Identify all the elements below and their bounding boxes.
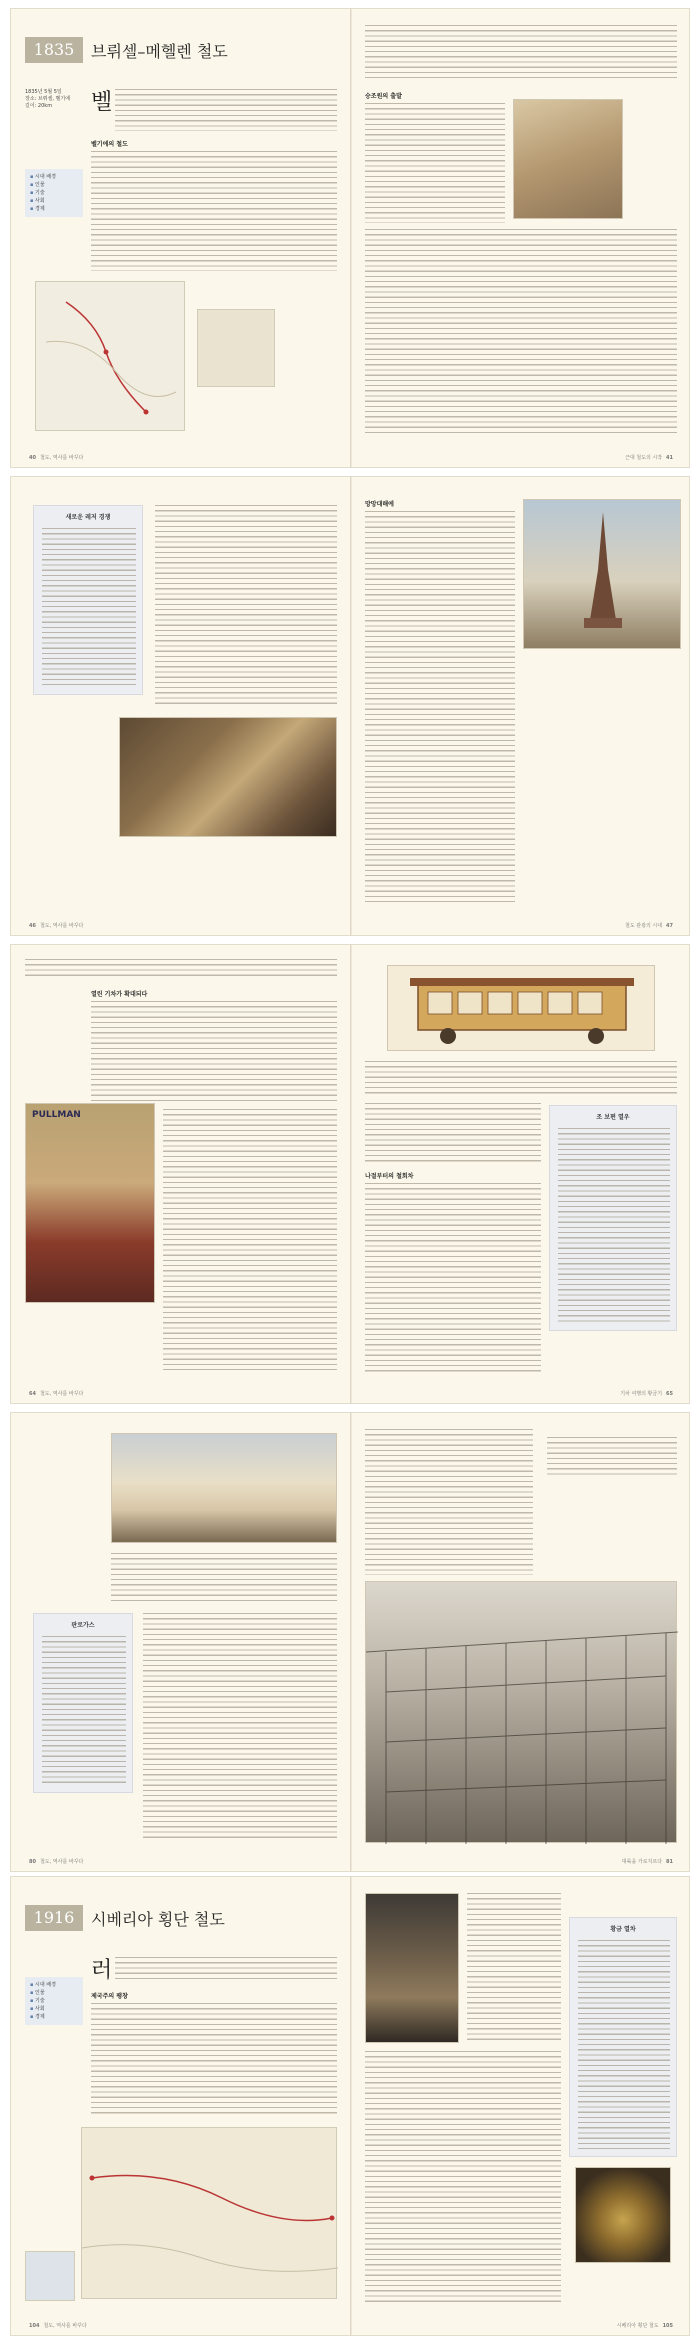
sidebar-title: 판로가스 (71, 1622, 95, 1629)
toc-item: ▪ 기술 (30, 189, 78, 197)
asia-inset-map (25, 2251, 75, 2301)
book-spread-2 (10, 476, 690, 936)
sidebar-text (558, 1128, 670, 1324)
body-text (115, 89, 337, 131)
body-text (467, 1893, 561, 2043)
painting-caption (33, 797, 111, 833)
page-footer-left: 64 철도, 역사를 바꾸다 (29, 1391, 84, 1397)
quote-lines (547, 1437, 677, 1477)
section-heading: 나절부터의 철회차 (365, 1173, 414, 1180)
toc-item: ▪ 사회 (30, 2005, 78, 2013)
left-page (11, 1877, 351, 2335)
route-map (35, 281, 185, 431)
tower-caption (523, 657, 673, 687)
sidebar-title: 조 보편 열우 (596, 1114, 630, 1121)
body-text (91, 151, 337, 271)
trestle-drawing (366, 1582, 678, 1844)
poster-brand: PULLMAN (32, 1110, 81, 1120)
book-spread-1 (10, 8, 690, 468)
year-badge: 1916 (25, 1905, 83, 1931)
body-text (115, 1957, 337, 1983)
left-page (11, 477, 351, 935)
drop-cap: 벨 (91, 90, 113, 115)
body-text (365, 1061, 677, 1097)
ad-caption (25, 1037, 85, 1067)
europe-inset-map (197, 309, 275, 387)
body-text (155, 505, 337, 705)
sidebar-text (578, 1940, 670, 2150)
body-text (163, 1109, 337, 1373)
toc-item: ▪ 경제 (30, 2013, 78, 2021)
illustration-caption (629, 179, 681, 219)
section-heading: 망망대해에 (365, 501, 394, 508)
section-heading: 제국주의 팽창 (91, 1993, 128, 2000)
toc-item: ▪ 사회 (30, 197, 78, 205)
siberia-map-drawing (82, 2128, 338, 2300)
tower-silhouette (524, 500, 682, 650)
chapter-title: 브뤼셀–메헬렌 철도 (91, 42, 228, 61)
book-spread-4 (10, 1412, 690, 1872)
sidebar-title: 황금 열차 (610, 1926, 636, 1933)
photo-caption (25, 1433, 105, 1463)
page-footer-left: 46 철도, 역사를 바꾸다 (29, 923, 84, 929)
book-spread-5 (10, 1876, 690, 2336)
map-caption (25, 2211, 75, 2241)
right-page (351, 1413, 690, 1871)
body-text (365, 1103, 541, 1163)
body-text (365, 229, 677, 437)
passengers-painting (119, 717, 337, 837)
right-page (351, 477, 690, 935)
golden-train-artifact (575, 2167, 671, 2263)
body-text (91, 2003, 337, 2115)
body-text (111, 1553, 337, 1603)
book-spread-3 (10, 944, 690, 1404)
sidebar-text (42, 528, 136, 686)
toc-item: ▪ 기술 (30, 1997, 78, 2005)
right-page (351, 1877, 690, 2335)
page-footer-right: 철도 관광의 시대 47 (625, 923, 673, 929)
sidebar-box (549, 1105, 677, 1331)
right-page (351, 945, 690, 1403)
toc-item: ▪ 시대 배경 (30, 1981, 78, 1989)
page-footer-right: 근대 철도의 시작 41 (625, 455, 673, 461)
section-heading: 벨기에의 철도 (91, 141, 128, 148)
left-page (11, 1413, 351, 1871)
page-footer-right: 대륙을 가로지르다 81 (621, 1859, 673, 1865)
page-footer-right: 기차 여행의 황금기 65 (620, 1391, 673, 1397)
toc-item: ▪ 경제 (30, 205, 78, 213)
side-toc (25, 1977, 83, 2025)
drop-cap: 러 (91, 1958, 113, 1983)
pullman-poster (25, 1103, 155, 1303)
body-text (91, 1001, 337, 1101)
artifact-caption (575, 2269, 671, 2293)
toc-item: ▪ 인물 (30, 181, 78, 189)
page-footer-left: 104 철도, 역사를 바꾸다 (29, 2323, 87, 2329)
body-text (365, 103, 505, 223)
chapter-title: 시베리아 횡단 철도 (91, 1910, 225, 1929)
sidebar-box (569, 1917, 677, 2157)
body-text (143, 1613, 337, 1841)
body-text (365, 1183, 541, 1373)
tram-drawing (388, 966, 656, 1052)
right-page (351, 9, 690, 467)
body-text (365, 1429, 533, 1575)
toc-item: ▪ 인물 (30, 1989, 78, 1997)
body-text (365, 2051, 561, 2305)
sidebar-box (33, 505, 143, 695)
tram-illustration (387, 965, 655, 1051)
left-page (11, 9, 351, 467)
trestle-bridge-photo (365, 1581, 677, 1843)
section-heading: 승조원의 출발 (365, 93, 402, 100)
siberia-route-map (81, 2127, 337, 2299)
section-heading: 열린 기차가 확대되다 (91, 991, 148, 998)
sidebar-box (33, 1613, 133, 1793)
toc-item: ▪ 시대 배경 (30, 173, 78, 181)
celebration-illustration (513, 99, 623, 219)
left-page (11, 945, 351, 1403)
blackpool-tower-photo (523, 499, 681, 649)
sidebar-title: 새로운 레저 경쟁 (65, 514, 111, 521)
map-caption (281, 387, 341, 407)
body-text (25, 959, 337, 979)
snowy-landscape-painting (111, 1433, 337, 1543)
route-map-drawing (36, 282, 186, 432)
body-text (365, 25, 677, 81)
side-toc (25, 169, 83, 217)
year-badge: 1835 (25, 37, 83, 63)
photo-caption (547, 1523, 677, 1545)
sidebar-text (42, 1636, 126, 1784)
locomotive-photo (365, 1893, 459, 2043)
page-footer-left: 40 철도, 역사를 바꾸다 (29, 455, 84, 461)
page-footer-right: 시베리아 횡단 철도 105 (616, 2323, 673, 2329)
body-text (365, 511, 515, 905)
page-footer-left: 80 철도, 역사를 바꾸다 (29, 1859, 84, 1865)
pull-quote (547, 1433, 677, 1493)
side-meta: 1835년 5월 5일 장소: 브뤼셀, 벨기에 길이: 20km (25, 89, 71, 109)
